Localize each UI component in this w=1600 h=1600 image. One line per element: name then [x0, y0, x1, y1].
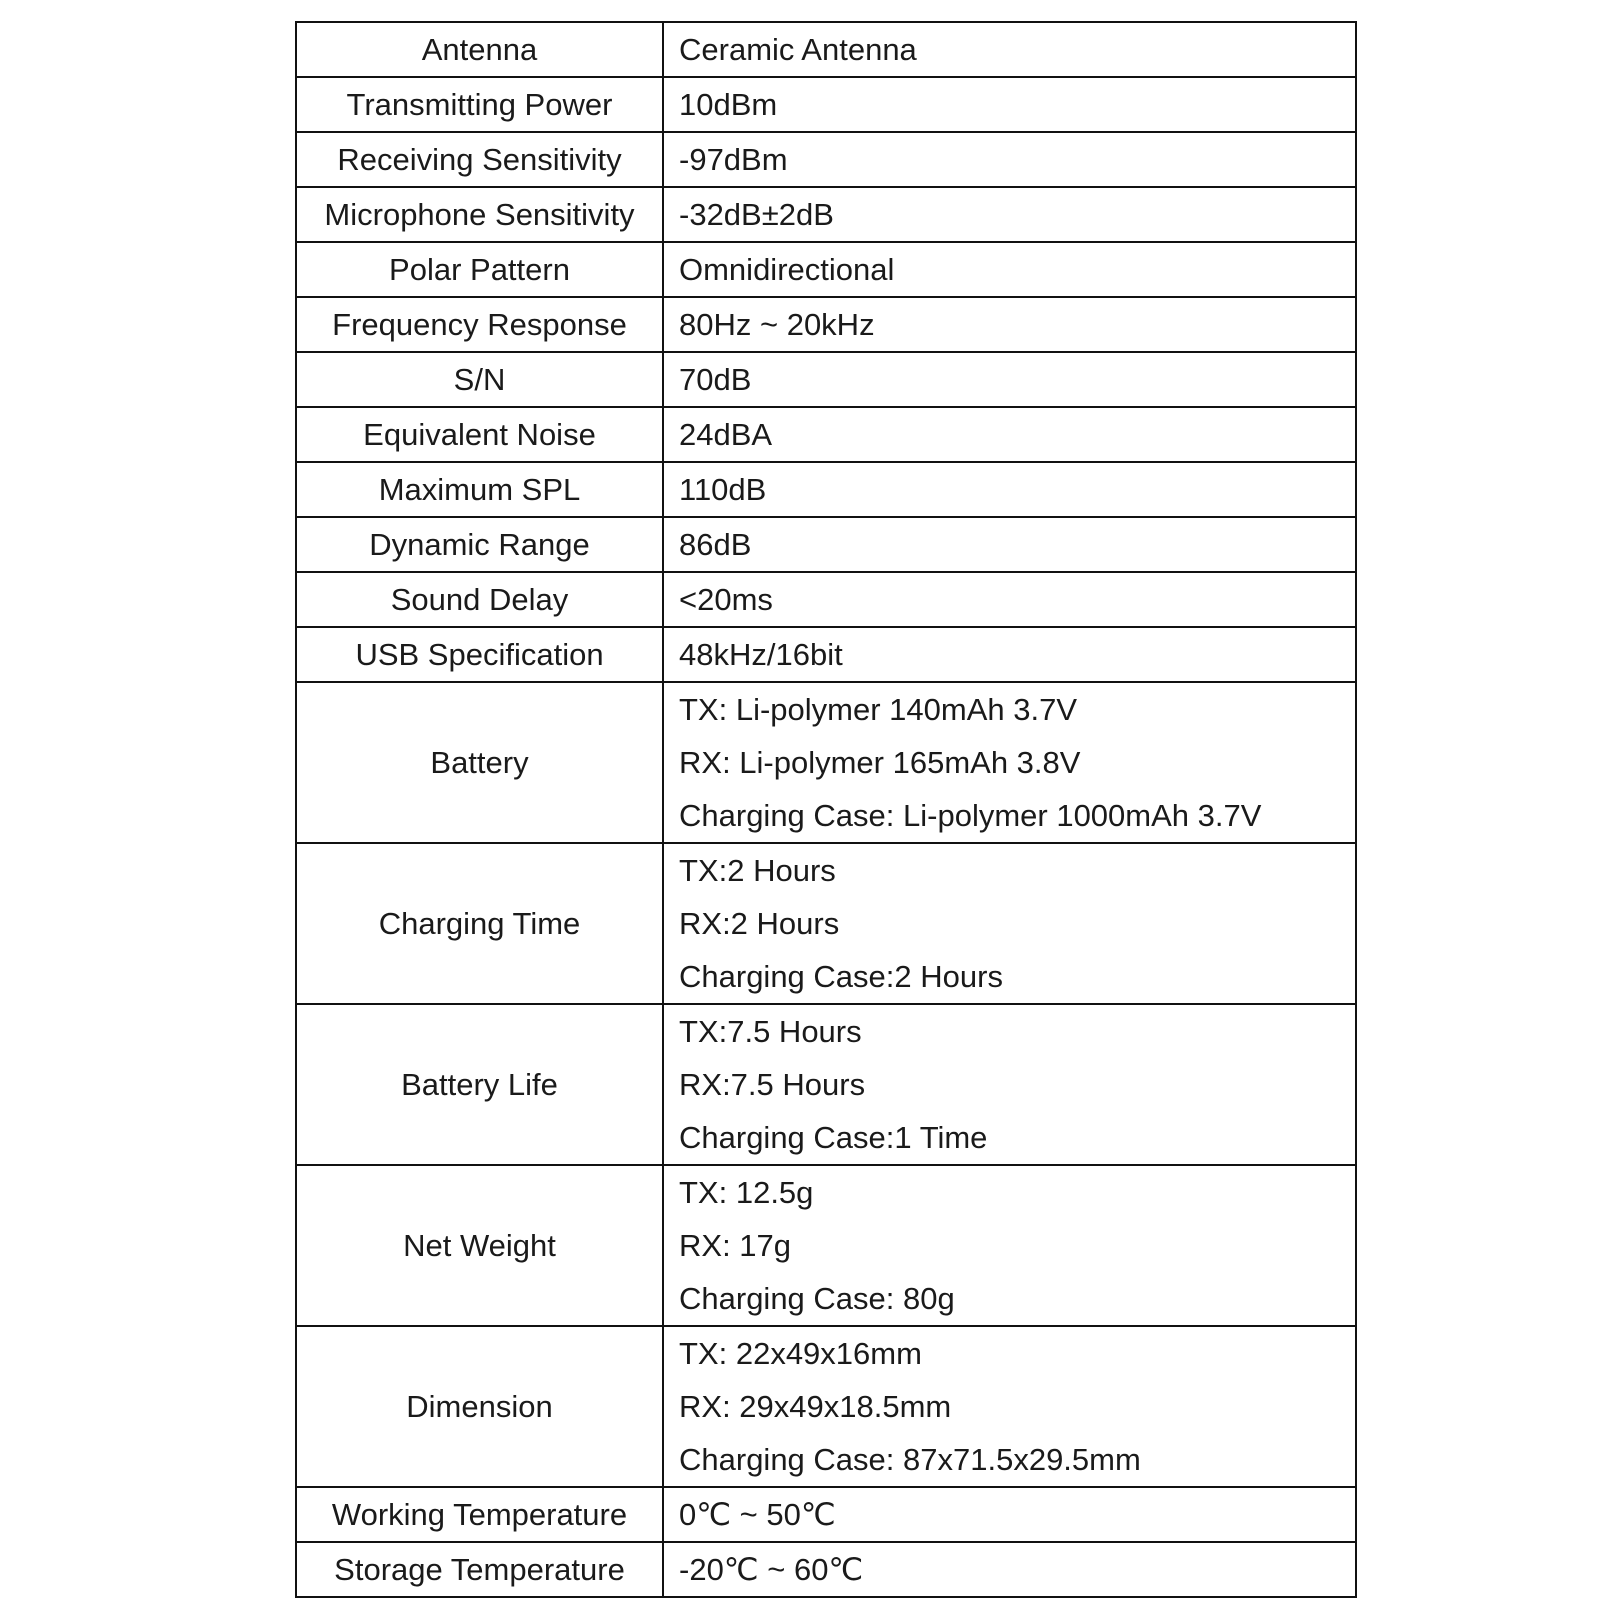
spec-label-cell: Battery Life — [296, 1004, 663, 1165]
spec-value-cell — [663, 22, 1356, 77]
spec-value-cell — [663, 517, 1356, 572]
spec-value-line: Charging Case:1 Time — [679, 1120, 988, 1155]
table-row — [296, 627, 1356, 682]
spec-value-cell — [663, 1165, 1356, 1326]
spec-table-body — [296, 22, 1356, 1597]
spec-value-line: -32dB±2dB — [679, 197, 834, 232]
spec-label-cell: Receiving Sensitivity — [296, 132, 663, 187]
table-row — [296, 407, 1356, 462]
spec-value-line: Ceramic Antenna — [679, 32, 917, 67]
table-row — [296, 843, 1356, 1004]
spec-value-cell — [663, 297, 1356, 352]
spec-value-line: TX: 22x49x16mm — [679, 1336, 922, 1371]
spec-value-line: 10dBm — [679, 87, 778, 122]
spec-label-cell: Storage Temperature — [296, 1542, 663, 1597]
spec-label-cell: Polar Pattern — [296, 242, 663, 297]
spec-value-cell — [663, 1326, 1356, 1487]
table-row — [296, 1326, 1356, 1487]
spec-value-cell — [663, 352, 1356, 407]
spec-value-cell — [663, 187, 1356, 242]
spec-label-cell: Maximum SPL — [296, 462, 663, 517]
spec-value-line: 48kHz/16bit — [679, 637, 843, 672]
spec-label-cell: Equivalent Noise — [296, 407, 663, 462]
spec-value-line: TX:2 Hours — [679, 853, 836, 888]
spec-label-cell: Frequency Response — [296, 297, 663, 352]
spec-label-cell: Antenna — [296, 22, 663, 77]
spec-value-line: Omnidirectional — [679, 252, 895, 287]
spec-label-cell: Sound Delay — [296, 572, 663, 627]
spec-value-cell — [663, 462, 1356, 517]
spec-value-line: RX: Li-polymer 165mAh 3.8V — [679, 745, 1081, 780]
spec-value-cell — [663, 77, 1356, 132]
spec-value-cell — [663, 572, 1356, 627]
spec-value-line: TX: 12.5g — [679, 1175, 814, 1210]
table-row — [296, 572, 1356, 627]
spec-label-cell: USB Specification — [296, 627, 663, 682]
spec-label-cell: Dynamic Range — [296, 517, 663, 572]
spec-value-line: 70dB — [679, 362, 752, 397]
spec-label-cell: Charging Time — [296, 843, 663, 1004]
spec-value-line: TX: Li-polymer 140mAh 3.7V — [679, 692, 1078, 727]
spec-value-cell — [663, 1542, 1356, 1597]
spec-label-cell: S/N — [296, 352, 663, 407]
spec-value-line: TX:7.5 Hours — [679, 1014, 862, 1049]
table-row — [296, 297, 1356, 352]
spec-label-cell: Net Weight — [296, 1165, 663, 1326]
table-row — [296, 462, 1356, 517]
table-row — [296, 187, 1356, 242]
spec-value-line: RX: 17g — [679, 1228, 792, 1263]
spec-value-cell — [663, 1487, 1356, 1542]
spec-value-line: -20℃ ~ 60℃ — [679, 1552, 864, 1587]
spec-value-line: 110dB — [679, 472, 767, 507]
spec-value-line: 0℃ ~ 50℃ — [679, 1497, 836, 1532]
spec-value-line: Charging Case: 87x71.5x29.5mm — [679, 1442, 1141, 1477]
spec-value-cell — [663, 627, 1356, 682]
table-row — [296, 682, 1356, 843]
table-row — [296, 22, 1356, 77]
spec-value-line: Charging Case:2 Hours — [679, 959, 1003, 994]
spec-value-cell — [663, 843, 1356, 1004]
spec-value-line: Charging Case: Li-polymer 1000mAh 3.7V — [679, 798, 1262, 833]
table-row — [296, 352, 1356, 407]
spec-value-line: RX:2 Hours — [679, 906, 840, 941]
spec-value-cell — [663, 407, 1356, 462]
spec-table — [295, 21, 1357, 1598]
spec-label-cell: Battery — [296, 682, 663, 843]
spec-value-cell — [663, 682, 1356, 843]
table-row — [296, 1487, 1356, 1542]
table-row — [296, 242, 1356, 297]
table-row — [296, 517, 1356, 572]
spec-value-line: 80Hz ~ 20kHz — [679, 307, 875, 342]
table-row — [296, 77, 1356, 132]
spec-label-cell: Transmitting Power — [296, 77, 663, 132]
spec-value-cell — [663, 242, 1356, 297]
spec-value-line: -97dBm — [679, 142, 788, 177]
table-row — [296, 1165, 1356, 1326]
spec-label-cell: Microphone Sensitivity — [296, 187, 663, 242]
spec-value-line: 86dB — [679, 527, 752, 562]
spec-value-line: RX: 29x49x18.5mm — [679, 1389, 952, 1424]
spec-label-cell: Working Temperature — [296, 1487, 663, 1542]
spec-value-cell — [663, 1004, 1356, 1165]
spec-value-line: Charging Case: 80g — [679, 1281, 955, 1316]
spec-value-line: RX:7.5 Hours — [679, 1067, 866, 1102]
spec-value-cell — [663, 132, 1356, 187]
spec-value-line: <20ms — [679, 582, 773, 617]
spec-value-line: 24dBA — [679, 417, 773, 452]
table-row — [296, 1004, 1356, 1165]
table-row — [296, 132, 1356, 187]
table-row — [296, 1542, 1356, 1597]
spec-label-cell: Dimension — [296, 1326, 663, 1487]
